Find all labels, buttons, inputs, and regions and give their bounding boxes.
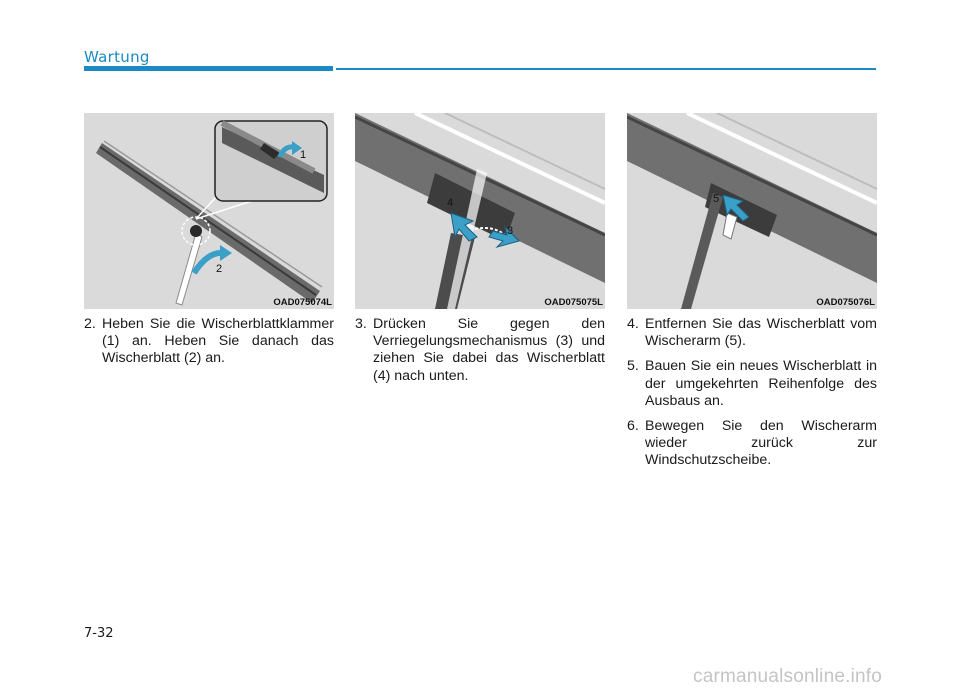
figure-2	[355, 113, 605, 309]
figure-3	[627, 113, 877, 309]
step-number: 4.	[627, 316, 639, 332]
column-2	[355, 316, 605, 393]
figure-code: OAD075074L	[273, 297, 332, 308]
step-number: 5.	[627, 358, 639, 375]
header-rule-thin	[336, 68, 876, 70]
step-number: 2.	[84, 316, 96, 332]
step-number: 6.	[627, 418, 639, 435]
callout-2: 2	[216, 263, 223, 275]
header-rule-thick	[84, 66, 333, 71]
wiper-illustration-2	[355, 113, 605, 309]
step-3	[355, 316, 605, 385]
step-text: Bewegen Sie den Wischerarm wieder zurück zur Windschutzscheibe.	[645, 418, 877, 469]
figure-1	[84, 113, 334, 309]
step-text: Heben Sie die Wischerblattklammer (1) an. Heben Sie danach das Wischerblatt (2) an.	[102, 316, 334, 367]
step-number: 3.	[355, 316, 367, 332]
step-4	[627, 316, 877, 350]
step-text: Drücken Sie gegen den Verriegelungsmechanismus (3) und ziehen Sie dabei das Wischerblatt (4) nach unten.	[373, 316, 605, 384]
step-5	[627, 358, 877, 410]
page-number: 7-32	[84, 626, 114, 641]
callout-1: 1	[300, 149, 307, 161]
step-text: Entfernen Sie das Wischerblatt vom Wischerarm (5).	[645, 316, 877, 350]
watermark: carmanualsonline.info	[693, 666, 883, 687]
callout-5: 5	[713, 193, 720, 205]
figure-code: OAD075076L	[816, 297, 875, 308]
wiper-illustration-1	[84, 113, 334, 309]
step-2	[84, 316, 334, 368]
callout-3: 3	[507, 225, 514, 237]
callout-4: 4	[447, 197, 454, 209]
column-3	[627, 316, 877, 478]
section-title: Wartung	[84, 48, 150, 66]
step-text: Bauen Sie ein neues Wischerblatt in der umgekehrten Reihenfolge des Ausbaus an.	[645, 358, 877, 409]
step-6	[627, 418, 877, 470]
wiper-illustration-3	[627, 113, 877, 309]
column-1	[84, 316, 334, 376]
figure-code: OAD075075L	[544, 297, 603, 308]
